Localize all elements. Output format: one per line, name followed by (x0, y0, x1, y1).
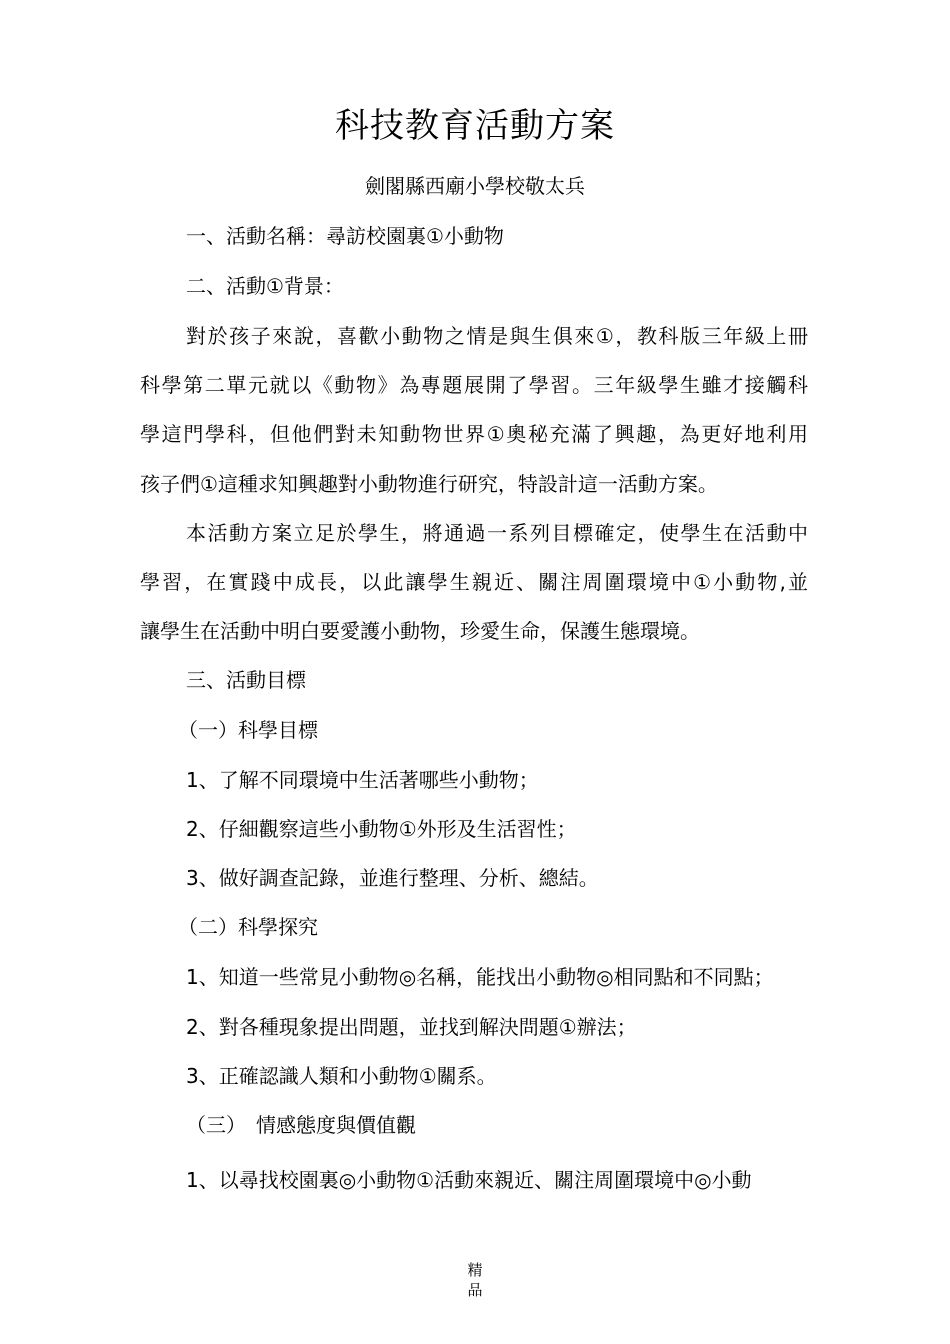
subheading-attitudes-values: （三） 情感態度與價值觀 (186, 1113, 416, 1137)
paragraph-line: 讓學生在活動中明白要愛護小動物，珍愛生命，保護生態環境。 (140, 619, 700, 643)
list-item: 1、知道一些常見小動物◎名稱，能找出小動物◎相同點和不同點； (186, 965, 774, 989)
paragraph-line: 科學第二單元就以《動物》為專題展開了學習。三年級學生雖才接觸科 (140, 373, 808, 397)
list-item: 2、對各種現象提出問題，並找到解決問題①辦法； (186, 1015, 637, 1039)
section-heading-objectives: 三、活動目標 (186, 668, 306, 692)
footer-char: 品 (467, 1281, 483, 1299)
paragraph-line: 學這門學科，但他們對未知動物世界①奧秘充滿了興趣，為更好地利用 (140, 422, 808, 446)
list-item: 1、以尋找校園裏◎小動物①活動來親近、關注周圍環境中◎小動 (186, 1168, 752, 1192)
paragraph-line: 孩子們①這種求知興趣對小動物進行研究，特設計這一活動方案。 (140, 472, 718, 496)
page-footer (0, 1260, 950, 1300)
paragraph-line: 對於孩子來說，喜歡小動物之情是與生俱來①，教科版三年級上冊 (186, 324, 808, 348)
list-item: 3、正確認識人類和小動物①關系。 (186, 1064, 497, 1088)
section-heading-background: 二、活動①背景： (186, 274, 344, 298)
author-line: 劍閣縣西廟小學校敬太兵 (365, 174, 585, 198)
list-item: 1、了解不同環境中生活著哪些小動物； (186, 768, 539, 792)
footer-char: 精 (467, 1261, 483, 1279)
subheading-science-inquiry: （二）科學探究 (178, 915, 318, 939)
document-title: 科技教育活動方案 (335, 106, 615, 146)
list-item: 3、做好調查記錄，並進行整理、分析、總結。 (186, 866, 599, 890)
subheading-science-goals: （一）科學目標 (178, 718, 318, 742)
list-item: 2、仔細觀察這些小動物①外形及生活習性； (186, 817, 577, 841)
paragraph-line: 本活動方案立足於學生，將通過一系列目標確定，使學生在活動中 (186, 521, 808, 545)
section-heading-activity-name: 一、活動名稱：尋訪校園裏①小動物 (186, 224, 504, 248)
paragraph-line: 學習，在實踐中成長，以此讓學生親近、關注周圍環境中①小動物,並 (140, 570, 808, 594)
